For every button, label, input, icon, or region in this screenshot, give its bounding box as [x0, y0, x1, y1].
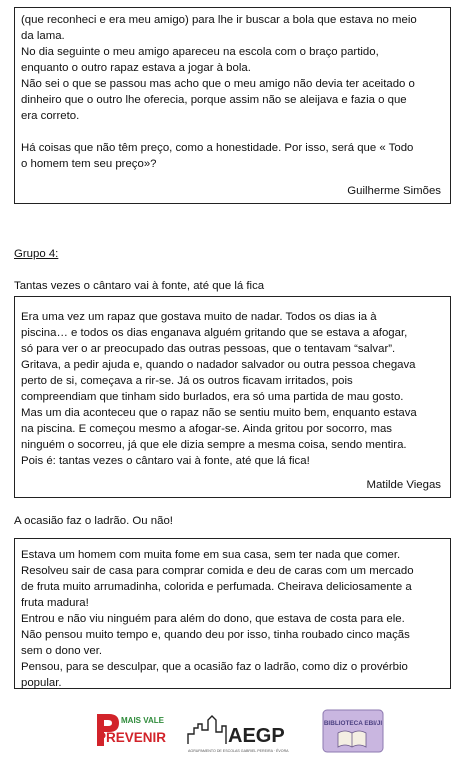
text-line: perto de si, começava a rir-se. Já os outros ficavam irritados, pois [21, 375, 353, 387]
text-line: da lama. [21, 30, 65, 42]
text-line: Mas um dia aconteceu que o rapaz não se sentiu muito bem, enquanto estava [21, 407, 417, 419]
aegp-text: AEGP [228, 725, 285, 747]
text-line: Resolveu sair de casa para comprar comida e deu de caras com um mercado [21, 565, 414, 577]
mais-vale-text: MAIS VALE [121, 716, 164, 725]
text-line: só para ver o ar preocupado das outras pessoas, que o tentavam “salvar”. [21, 343, 396, 355]
text-line: Não sei o que se passou mas acho que o meu amigo não devia ter aceitado o [21, 78, 415, 90]
text-line: Estava um homem com muita fome em sua casa, sem ter nada que comer. [21, 549, 401, 561]
text-line: compreendiam que tinham sido burlados, era só uma partida de mau gosto. [21, 391, 404, 403]
story-3-paragraph [21, 547, 444, 691]
text-line: Pensou, para se desculpar, que a ocasião faz o ladrão, como diz o provérbio [21, 661, 408, 673]
text-line: o homem tem seu preço»? [21, 158, 157, 170]
text-line: na piscina. E começou mesmo a afogar-se. Ainda gritou por socorro, mas [21, 423, 393, 435]
aegp-logo [186, 710, 316, 754]
story-2-title: Tantas vezes o cântaro vai à fonte, até que lá fica [14, 280, 265, 292]
story-1-paragraph [21, 12, 444, 172]
text-line: Há coisas que não têm preço, como a honestidade. Por isso, será que « Todo [21, 142, 414, 154]
signature-guilherme: Guilherme Simões [347, 185, 441, 197]
story-box-2 [14, 296, 451, 498]
text-line: piscina… e todos os dias enganava alguém gritando que se estava a afogar, [21, 327, 408, 339]
text-line: enquanto o outro rapaz estava a jogar à bola. [21, 62, 251, 74]
text-line: Pois é: tantas vezes o cântaro vai à fonte, até que lá fica! [21, 455, 310, 467]
text-line: (que reconheci e era meu amigo) para lhe ir buscar a bola que estava no meio [21, 14, 417, 26]
biblioteca-logo [322, 709, 384, 753]
text-line: Não pensou muito tempo e, quando deu por isso, tinha roubado cinco maçãs [21, 629, 410, 641]
text-line: dinheiro que o outro lhe oferecia, porque assim não se aleijava e fazia o que [21, 94, 407, 106]
text-line: era correto. [21, 110, 80, 122]
text-line: Entrou e não viu ninguém para além do dono, que estava de costa para ele. [21, 613, 405, 625]
text-line: fruta madura! [21, 597, 89, 609]
text-line: Gritava, a pedir ajuda e, quando o nadador salvador ou outra pessoa chegava [21, 359, 416, 371]
skyline-icon [188, 716, 226, 744]
text-line: de fruta muito arrumadinha, colorida e perfumada. Cheirava deliciosamente a [21, 581, 412, 593]
aegp-subtitle: AGRUPAMENTO DE ESCOLAS GABRIEL PEREIRA · ÉVORA [188, 749, 289, 753]
text-line: Era uma vez um rapaz que gostava muito de nadar. Todos os dias ia à [21, 311, 377, 323]
footer-logos [0, 706, 461, 762]
text-line: ninguém o socorreu, já que ele dizia sempre a mesma coisa, sendo mentira. [21, 439, 407, 451]
biblioteca-text: BIBLIOTECA EBI/JI [323, 720, 383, 727]
story-box-1 [14, 7, 451, 204]
story-box-3 [14, 538, 451, 689]
signature-matilde: Matilde Viegas [366, 479, 441, 491]
text-line: popular. [21, 677, 62, 689]
mais-vale-prevenir-logo [95, 712, 175, 752]
group-label: Grupo 4: [14, 248, 59, 260]
prevenir-text: PREVENIR [97, 730, 167, 745]
text-line: sem o dono ver. [21, 645, 103, 657]
story-2-paragraph [21, 309, 444, 469]
story-3-title: A ocasião faz o ladrão. Ou não! [14, 515, 173, 527]
text-line: No dia seguinte o meu amigo apareceu na escola com o braço partido, [21, 46, 379, 58]
